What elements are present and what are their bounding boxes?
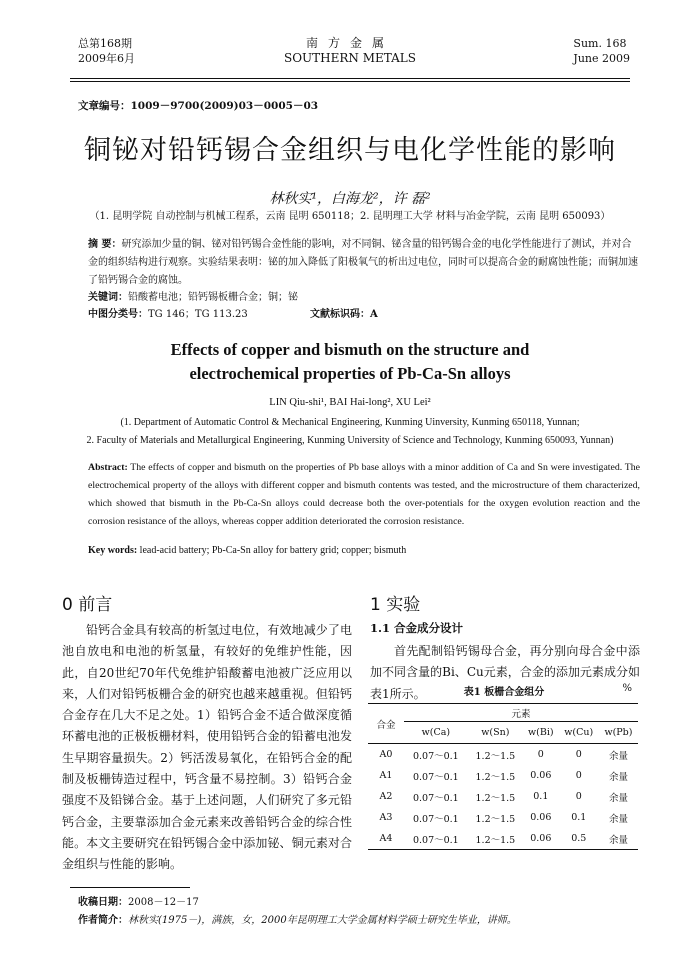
table-cell: A1 [379, 770, 393, 781]
section-1-1-text: 首先配制铅钙锡母合金，再分别向母合金中添加不同含量的Bi、Cu元素，合金的添加元素成分如表1所示。 [370, 644, 640, 701]
table-cell: 0 [537, 749, 544, 760]
table-col-group: 元素 [404, 704, 638, 722]
keywords-cn-text: 铅酸蓄电池；铅钙锡板栅合金；铜；铋 [128, 292, 298, 303]
abstract-cn-label: 摘 要： [88, 239, 122, 250]
table-cell: 0.07～0.1 [412, 750, 459, 762]
table-cell: 0 [575, 791, 582, 802]
table-cell: 0 [575, 770, 582, 781]
table-cell: 0.06 [530, 770, 552, 781]
table-row [368, 786, 638, 807]
table-cell: 余量 [608, 771, 628, 783]
footnote-rule [70, 887, 190, 888]
table-cell: A2 [379, 791, 393, 802]
received-date [78, 893, 199, 908]
table-cell: 0.1 [533, 791, 549, 802]
table-cell: 0.07～0.1 [412, 834, 459, 846]
table-cell: 0.07～0.1 [412, 813, 459, 825]
header-rule [70, 78, 630, 79]
table-col-header: w(Bi) [528, 727, 554, 738]
author-bio-label: 作者简介： [78, 915, 128, 926]
received-label: 收稿日期： [78, 897, 128, 908]
abstract-cn-text: 研究添加少量的铜、铋对铅钙锡合金性能的影响，对不同铜、铋含量的铅钙锡合金的电化学性能进行了测试，并对合金的组织结构进行观察。实验结果表明：铋的加入降低了阳极氧气的析出过电位，同时可以提高合金的耐腐蚀性能；而铜加速了铅钙锡合金的腐蚀。 [88, 239, 638, 286]
keywords-en-text: lead-acid battery; Pb-Ca-Sn alloy for battery grid; copper; bismuth [139, 545, 407, 556]
author-bio [78, 911, 638, 926]
table-cell: 0.1 [571, 812, 587, 823]
section-0-heading: 0 前言 [62, 595, 113, 615]
section-1-heading: 1 实验 [370, 595, 421, 615]
authors-en: LIN Qiu-shi¹, BAI Hai-long², XU Lei² [269, 397, 431, 408]
clc-label: 中图分类号： [88, 309, 148, 320]
table-cell: 余量 [608, 750, 628, 762]
author-bio-text: 林秋实(1975－)，满族，女，2000年昆明理工大学金属材料学硕士研究生毕业，讲师。 [128, 915, 517, 926]
abstract-cn [88, 236, 638, 290]
table-1 [368, 703, 638, 850]
table-cell: 1.2～1.5 [475, 834, 516, 846]
table-cell: 余量 [608, 792, 628, 804]
title-en-line2: electrochemical properties of Pb-Ca-Sn alloys [189, 364, 511, 383]
title-en-line1: Effects of copper and bismuth on the structure and [170, 340, 530, 359]
table-cell: 0.07～0.1 [412, 771, 459, 783]
received-value: 2008－12－17 [128, 897, 199, 908]
issue-date-en: June 2009 [573, 52, 630, 65]
table-row [368, 765, 638, 786]
keywords-cn [88, 288, 298, 303]
abstract-en-text: The effects of copper and bismuth on the properties of Pb base alloys with a minor addition of Ca and Sn were investigated. The electrochemical property of the alloys with different copper and bismuth contents was tested, and the microstructure of them characterized, which showed that bismuth in the Pb-Ca-Sn alloys could decrease both the over-potentials for the oxygen evolution reaction and the corrosion resistance of the alloys, whereas copper addition deteriorated the corrosion resistance. [88, 462, 641, 527]
table-cell: 0.5 [571, 833, 587, 844]
journal-name-en: SOUTHERN METALS [284, 51, 416, 65]
table-cell: 0.06 [530, 833, 552, 844]
title-en [0, 338, 700, 386]
keywords-cn-label: 关键词： [88, 292, 128, 303]
table-1-unit: % [622, 683, 632, 694]
table-col-alloy: 合金 [368, 704, 404, 744]
keywords-en-label: Key words: [88, 545, 138, 556]
table-cell: 余量 [608, 834, 628, 846]
table-cell: A0 [379, 749, 393, 760]
document-code-value: A [370, 309, 378, 320]
table-col-header: w(Sn) [481, 727, 510, 738]
title-cn: 铜铋对铅钙锡合金组织与电化学性能的影响 [84, 135, 616, 166]
document-code-label: 文献标识码： [310, 309, 370, 320]
issue-date: 2009年6月 [78, 52, 135, 65]
table-1-caption-row [370, 683, 638, 698]
affiliation-en-line2: 2. Faculty of Materials and Metallurgical Engineering, Kunming University of Science and Technology, Kunming 650093, Yunnan) [86, 435, 614, 446]
article-number: 文章编号：1009－9700(2009)03－0005－03 [78, 100, 319, 112]
section-1-1-heading: 1.1 合金成分设计 [370, 621, 464, 635]
table-row [368, 807, 638, 828]
table-1-grid [368, 703, 638, 850]
table-1-caption: 表1 板栅合金组分 [463, 687, 545, 698]
journal-issue-info-en [573, 36, 630, 66]
table-row [368, 828, 638, 850]
journal-name-cn: 南方金属 [305, 36, 394, 50]
authors-cn: 林秋实¹，白海龙²，许 磊² [269, 191, 431, 207]
abstract-en-label: Abstract: [88, 462, 128, 473]
abstract-en [88, 459, 640, 531]
table-col-header: w(Cu) [564, 727, 594, 738]
table-cell: A4 [379, 833, 393, 844]
table-cell: 1.2～1.5 [475, 792, 516, 804]
issue-number: 总第168期 [78, 37, 132, 50]
document-code [310, 305, 378, 320]
table-cell: 1.2～1.5 [475, 750, 516, 762]
keywords-en [88, 545, 406, 556]
table-cell: 余量 [608, 813, 628, 825]
table-cell: 0 [575, 749, 582, 760]
header-rule-2 [70, 81, 630, 82]
affiliation-en [0, 414, 700, 450]
affiliation-en-line1: (1. Department of Automatic Control & Mechanical Engineering, Kunming Uinversity, Kunming 650118, Yunnan; [120, 417, 580, 428]
table-col-header: w(Pb) [604, 727, 633, 738]
section-0-text: 铅钙合金具有较高的析氢过电位，有效地减少了电池自放电和电池的析氢量，有较好的免维护性能，因此，自20世纪70年代免维护铅酸蓄电池被广泛应用以来，人们对铅钙板栅合金的研究也越来越重视。但铅钙合金存在几大不足之处。1）铅钙合金不适合做深度循环蓄电池的正极板栅材料，使用铅钙合金的铅蓄电池发生早期容量损失。2）钙活泼易氧化，在铅钙合金的配制及板栅铸造过程中，钙含量不易控制。3）铅钙合金强度不及铅锑合金。基于上述问题，人们研究了多元铅钙合金，主要靠添加合金元素来改善铅钙合金的综合性能。本文主要研究在铅钙锡合金中添加铋、铜元素对合金组织与性能的影响。 [62, 623, 352, 872]
table-cell: 0.06 [530, 812, 552, 823]
clc-value: TG 146；TG 113.23 [148, 309, 248, 320]
classification-cn [88, 305, 248, 320]
table-cell: 1.2～1.5 [475, 813, 516, 825]
table-cell: A3 [379, 812, 393, 823]
table-cell: 1.2～1.5 [475, 771, 516, 783]
issue-sum: Sum. 168 [573, 37, 627, 50]
affiliation-cn: （1. 昆明学院 自动控制与机械工程系，云南 昆明 650118；2. 昆明理工大学 材料与冶金学院，云南 昆明 650093） [89, 211, 611, 222]
table-row [368, 744, 638, 766]
table-col-header: w(Ca) [421, 727, 451, 738]
table-cell: 0.07～0.1 [412, 792, 459, 804]
